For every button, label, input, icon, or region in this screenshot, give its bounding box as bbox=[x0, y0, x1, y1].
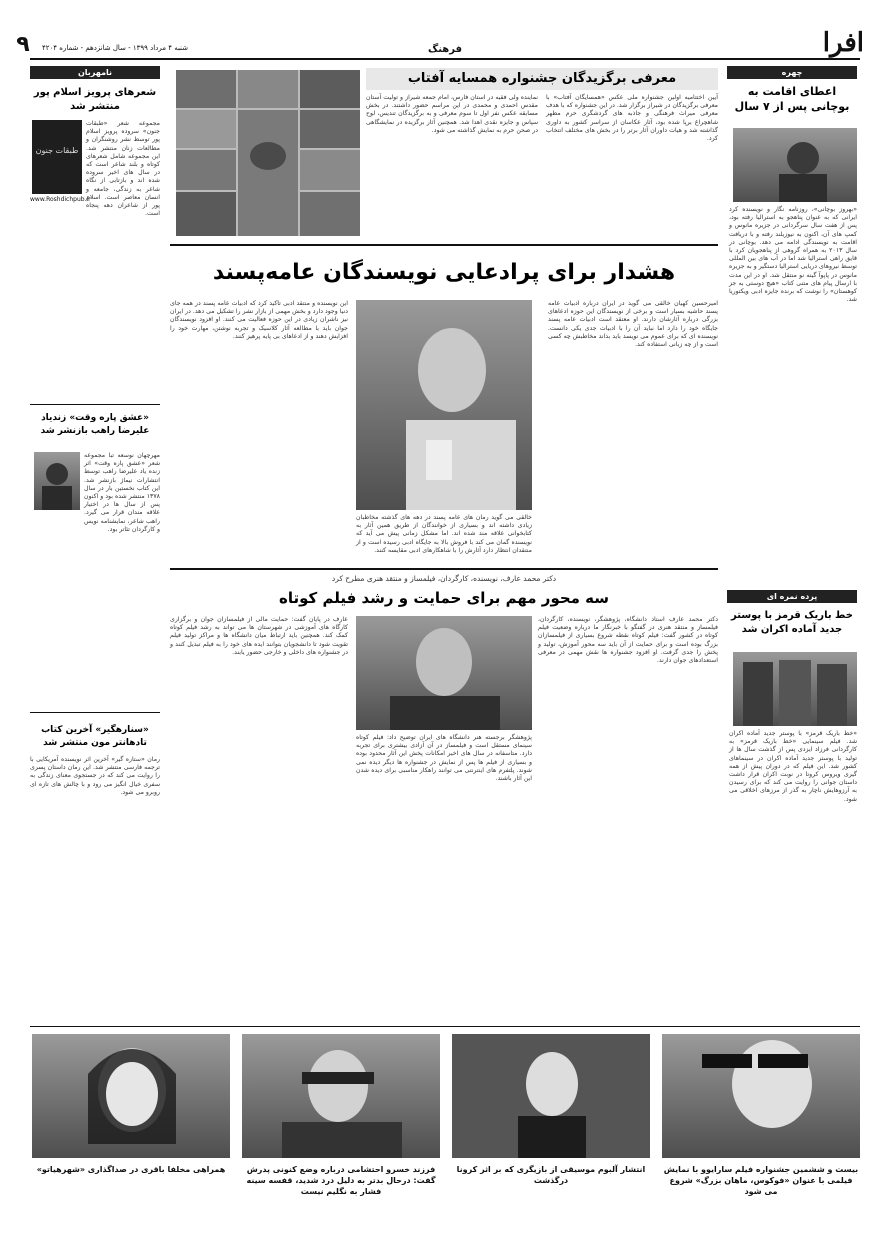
headline: سه محور مهم برای حمایت و رشد فیلم کوتاه bbox=[278, 589, 610, 607]
issue-line: شنبه ۴ مرداد ۱۳۹۹ - سال شانزدهم - شماره ۴۲۰۴ bbox=[42, 44, 189, 52]
headline: شعرهای پرویز اسلام پور منتشر شد bbox=[33, 87, 157, 112]
photo bbox=[452, 1034, 650, 1158]
column-tag: چهره bbox=[727, 66, 857, 79]
story-body-right: امیرحسین کهیان خالقی می گوید در ایران درباره ادبیات عامه پسند حاشیه بسیار است و برخی از نویسندگان این حوزه ادعاهای بزرگی درباره آثارشان دارند. او معتقد است ادبیات عامه پسند جایگاه خود را دارد اما نباید آن را با ادبیات جدی یکی دانست. نویسنده ای که برای عموم می نویسد باید بداند مخاطبش چه کسی است و از چه زبانی استفاده کند. bbox=[548, 300, 718, 349]
kicker: دکتر محمد عارف، نویسنده، کارگردان، فیلمساز و منتقد هنری مطرح کرد bbox=[331, 574, 557, 583]
divider-2 bbox=[30, 712, 160, 713]
story-body-right: دکتر محمد عارف استاد دانشگاه، پژوهشگر، نویسنده، کارگردان، فیلمساز و منتقد هنری در گفتگو با خبرنگار ما درباره وضعیت فیلم کوتاه در کشور گفت: فیلم کوتاه نقطه شروع بسیاری از فیلمسازان بزرگ بوده است و برای حمایت از آن باید سه محور آموزش، تولید و پخش را جدی گرفت. او افزود جشنواره ها نقش مهمی در معرفی استعدادهای جوان دارند. bbox=[538, 616, 718, 665]
story-body-3: رمان «ستاره گیر» آخرین اثر نویسنده آمریکایی با ترجمه فارسی منتشر شد. این رمان داستان پسری را روایت می کند که در جستجوی معنای زندگی به سفری خیال انگیز می رود و با چالش های تازه ای روبرو می شود. bbox=[30, 756, 160, 796]
author-photo bbox=[356, 300, 532, 510]
photo-caption: فرزند خسرو احتشامی درباره وضع کنونی پدرش گفت: درحال بدتر به دلیل درد شدید، قفسه سینه فشار به نگلیم نیست bbox=[246, 1165, 436, 1196]
main-story bbox=[170, 244, 718, 564]
story-body-right: آیین اختتامیه اولین جشنواره ملی عکس «همسایگان آفتاب» با معرفی برگزیدگان در شیراز برگزار شد. در این جشنواره که با هدف معرفی میراث فرهنگی و جاذبه های گردشگری حرم مطهر شاهچراغ برپا شده بود، آثار عکاسان از سراسر کشور به داوری گذاشته شد و هیات داوران آثار برتر را در بخش های مختلف انتخاب کرد. bbox=[546, 94, 718, 143]
headline: اعطای اقامت به بوچانی پس از ۷ سال bbox=[734, 85, 850, 113]
bottom-item-3 bbox=[242, 1034, 440, 1220]
photo-collage bbox=[176, 70, 360, 236]
top-rule bbox=[170, 568, 718, 570]
publisher-site[interactable]: www.Roshdichpub.ir bbox=[30, 196, 91, 203]
headline-3: «سنارهگیر» آخرین کتاب تادهانتر مون منتشر شد bbox=[41, 725, 149, 748]
top-rule bbox=[170, 244, 718, 246]
photo bbox=[32, 1034, 230, 1158]
strip-rule bbox=[30, 1026, 860, 1027]
newspaper-logo: افرا bbox=[822, 28, 864, 58]
story-body-mid: پژوهشگر برجسته هنر دانشگاه های ایران توضیح داد: فیلم کوتاه سینمای مستقل است و فیلمساز در آن آزادی بیشتری برای تجربه دارد. متاسفانه در سال های اخیر امکانات پخش این آثار محدود بوده و بسیاری از فیلم ها پس از نمایش در جشنواره ها دیگر دیده نمی شوند. پلتفرم های اینترنتی می توانند راهکار مناسبی برای دیده شدن این آثار باشند. bbox=[356, 734, 532, 783]
headline: هشدار برای پرادعایی نویسندگان عامه‌پسند bbox=[212, 260, 676, 285]
collage-images bbox=[176, 70, 360, 236]
director-figure bbox=[356, 616, 532, 730]
author-figure bbox=[356, 300, 532, 510]
story-body-2: «خط باریک قرمز» با پوستر جدید آماده اکران شد. فیلم سینمایی «خط باریک قرمز» به کارگردانی فرزاد ایزدی پس از گذشت سال ها از تولید با پوستر جدید آماده اکران در سینماهای کشور شد. این فیلم که در دوران پیش از همه گیری ویروس کرونا در نوبت اکران قرار داشت داستان جوانی را روایت می کند که برای رسیدن به آرزوهایش ناچار به گذر از مرزهای اخلاقی می شود. bbox=[729, 730, 857, 803]
photo bbox=[242, 1034, 440, 1158]
section-name: فرهنگ bbox=[427, 44, 463, 55]
story-body: «بهروز بوچانی»، روزنامه نگار و نویسنده کرد ایرانی که به عنوان پناهجو به استرالیا رفته بود، پس از هفت سال سرگردانی در جزیره مانوس و کمپ های آن، اکنون به نیوزیلند رفته و با دریافت اقامت به نویسندگی ادامه می دهد. بوچانی در سال ۲۰۱۳ به همراه گروهی از پناهجویان کرد با قایق راهی استرالیا شد اما در آب های بین المللی توسط نیروهای دریایی استرالیا دستگیر و به جزیره مانوس در پاپوآ گینه نو منتقل شد. او در این مدت با ارسال پیام های متنی کتاب «هیچ دوستی به جز کوهستان» را نوشت که برنده جایزه ادبی ویکتوریا شد. bbox=[729, 206, 857, 304]
top-story bbox=[170, 64, 718, 240]
column-tag-2: پرده نمره ای bbox=[727, 590, 857, 603]
page-number: ۹ bbox=[16, 32, 30, 57]
story-body-mid: خالقی می گوید رمان های عامه پسند در دهه های گذشته مخاطبان زیادی داشته اند و بسیاری از خوانندگان از طریق همین آثار به کتابخوانی علاقه مند شده اند. اما مشکل زمانی پیش می آید که نویسنده گمان می کند با فروش بالا به جایگاه ادبی رسیده است و از منتقدان انتظار دارد آثارش را با شاهکارهای ادبی مقایسه کنند. bbox=[356, 514, 532, 554]
author-photo bbox=[34, 452, 80, 510]
photo-caption: بیست و ششمین جشنواره فیلم سارایوو با نمایش فیلمی با عنوان «فوکوس، ماهان بزرگ» شروع می شود bbox=[663, 1165, 859, 1196]
bottom-item-1 bbox=[662, 1034, 860, 1220]
masthead bbox=[0, 0, 886, 60]
story-body-left: نماینده ولی فقیه در استان فارس، امام جمعه شیراز و تولیت آستان مقدس احمدی و محمدی در این مراسم حضور داشتند. در بخش مسابقه عکس نفر اول تا سوم معرفی و به برگزیدگان تندیس، لوح سپاس و جایزه نقدی اهدا شد. همچنین آثار برگزیده در نمایشگاهی در صحن حرم به نمایش گذاشته می شود. bbox=[366, 94, 538, 134]
headline-2: خط باریک قرمز با پوستر جدید آماده اکران شد bbox=[731, 610, 853, 635]
column-tag: نامهربان bbox=[30, 66, 160, 79]
headline-2: «عشق پاره وقت» زندیاد علیرضا راهب بازنشر شد bbox=[40, 413, 150, 436]
bottom-strip bbox=[30, 1026, 860, 1226]
portrait-figure bbox=[733, 128, 857, 202]
story-body: مجموعه شعر «طبقات جنون» سروده پرویز اسلام پور توسط نشر روشنگران و مطالعات زنان منتشر شد. این مجموعه شامل شعرهای کوتاه و بلند شاعر است که در سال های اخیر سروده شده اند و بازتابی از نگاه شاعر به زندگی، جامعه و انسان معاصر است. اسلام پور از شاعران دهه پنجاه است. bbox=[86, 120, 160, 218]
photo bbox=[662, 1034, 860, 1158]
left-column bbox=[30, 64, 160, 1024]
poster-photo bbox=[733, 652, 857, 726]
bottom-item-2 bbox=[452, 1034, 650, 1220]
second-story bbox=[170, 568, 718, 1024]
portrait-photo bbox=[733, 128, 857, 202]
director-photo bbox=[356, 616, 532, 730]
story-body-left: عارف در پایان گفت: حمایت مالی از فیلمسازان جوان و برگزاری کارگاه های آموزشی در شهرستان ها می تواند به رشد فیلم کوتاه کمک کند. همچنین باید ارتباط میان دانشگاه ها و مراکز تولید فیلم تقویت شود تا دانشجویان بتوانند ایده های خود را به فیلم تبدیل کنند و در جشنواره های داخلی و خارجی حضور یابند. bbox=[170, 616, 348, 656]
masthead-rule bbox=[30, 58, 860, 60]
bottom-item-4 bbox=[32, 1034, 230, 1220]
book-cover-title: طبقات جنون bbox=[35, 146, 79, 155]
right-column bbox=[727, 64, 857, 1024]
story-body-2: مهرچهان نوسعه تبا مجموعه شعر «عشق پاره وقت» اثر زنده یاد علیرضا راهب توسط انتشارات نیماژ بازنشر شد. این کتاب نخستین بار در سال ۱۳۷۸ منتشر شده بود و اکنون پس از سال ها در اختیار علاقه مندان قرار می گیرد. راهب شاعر، نمایشنامه نویس و کارگردان تئاتر بود. bbox=[84, 452, 160, 533]
book-cover bbox=[32, 120, 82, 194]
story-body-left: این نویسنده و منتقد ادبی تاکید کرد که ادبیات عامه پسند در همه جای دنیا وجود دارد و بخش مهمی از بازار نشر را تشکیل می دهد. در ایران نیز ناشران زیادی در این حوزه فعالیت می کنند. او افزود نویسندگان جوان باید با مطالعه آثار کلاسیک و تجربه نوشتن، مهارت خود را افزایش دهند و از ادعاهای بی پایه پرهیز کنند. bbox=[170, 300, 348, 340]
photo-caption: همراهی مخلفا باقری در صداگذاری «شهرهیاتو» bbox=[36, 1165, 226, 1174]
divider bbox=[30, 404, 160, 405]
headline: معرفی برگزیدگان جشنواره همسایه آفتاب bbox=[366, 68, 718, 90]
photo-caption: انتشار آلبوم موسیقی از بازیگری که بر اثر کرونا درگذشت bbox=[456, 1165, 646, 1185]
